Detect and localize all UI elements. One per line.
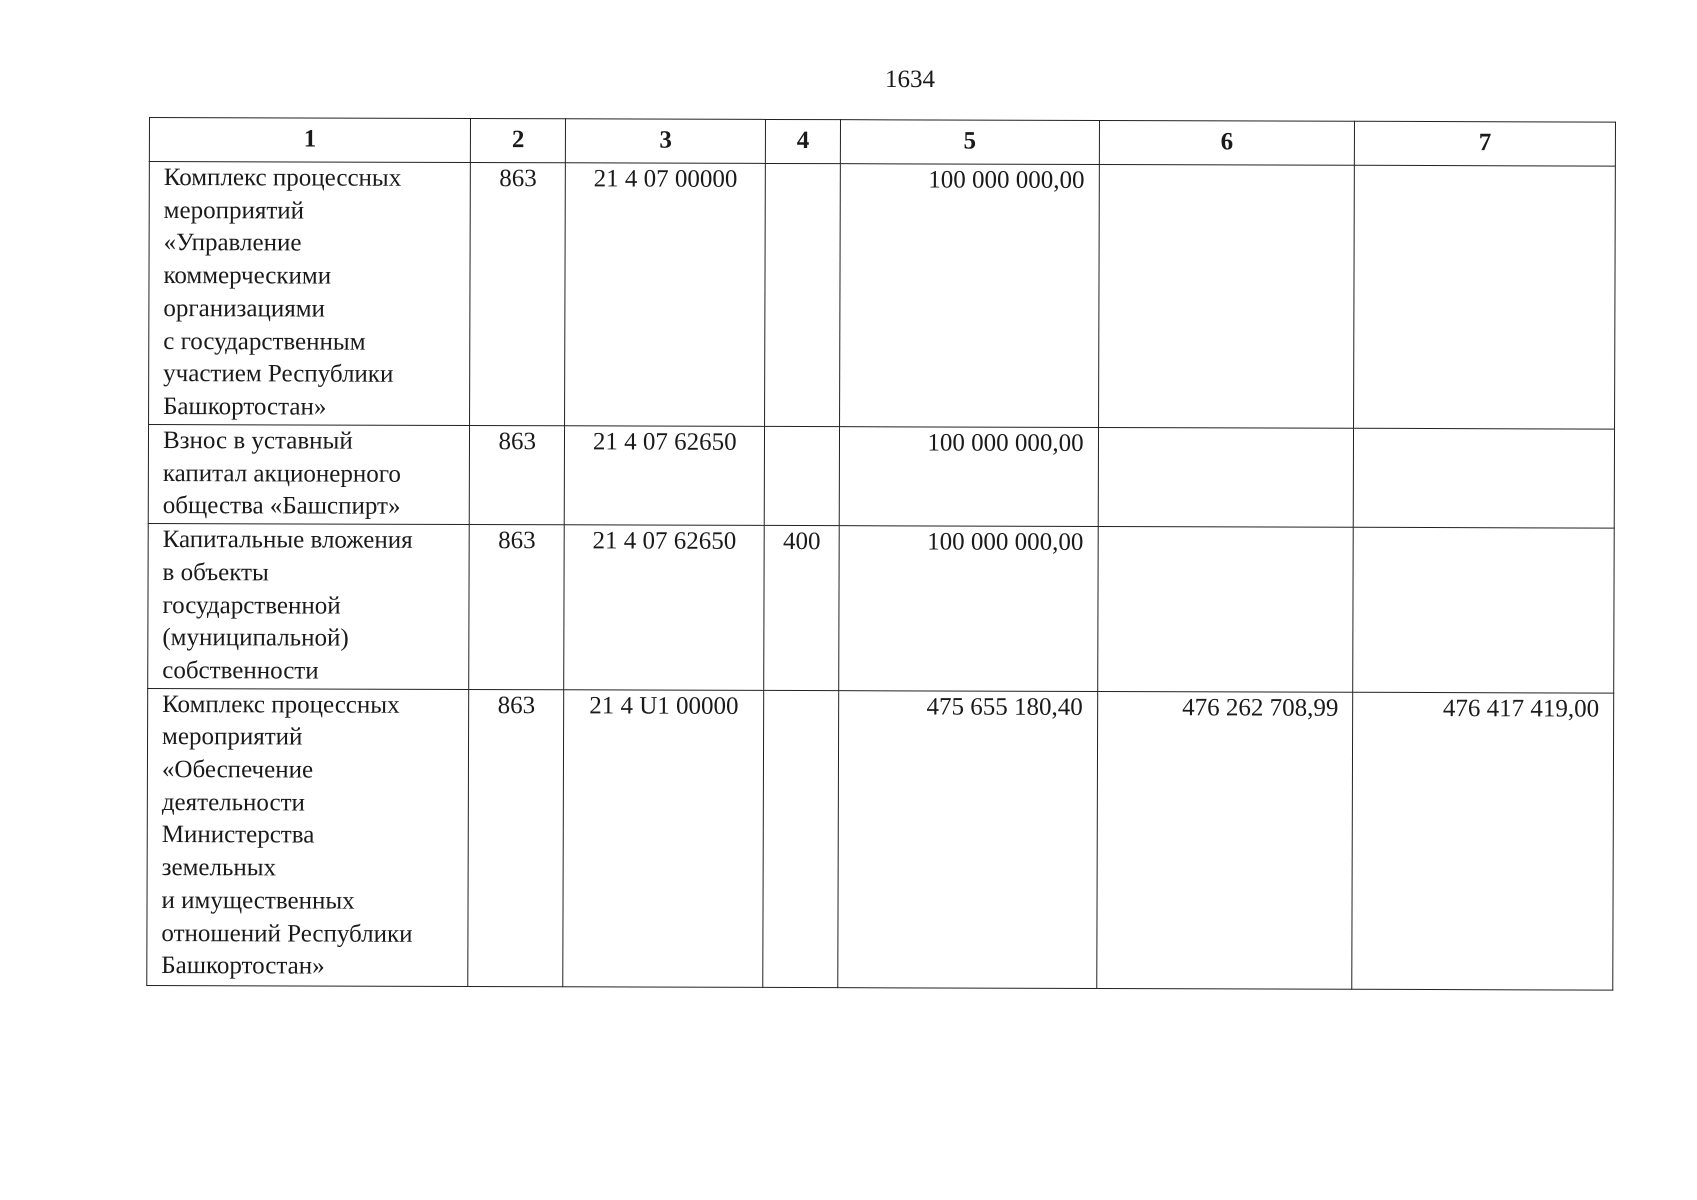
- table-row: [148, 425, 1614, 529]
- name-line: организациями: [163, 294, 325, 323]
- expense-type-cell: [763, 690, 839, 987]
- table-row: [149, 162, 1616, 430]
- amount-col5-cell: 475 655 180,40: [838, 690, 1098, 988]
- target-article-cell: 21 4 U1 00000: [563, 689, 764, 987]
- admin-code-cell: 863: [470, 426, 565, 525]
- name-line: Башкортостан»: [161, 952, 325, 980]
- expense-type-cell: [765, 426, 840, 525]
- header-cell-3: 3: [566, 119, 766, 164]
- header-cell-4: 4: [766, 119, 841, 163]
- name-line: общества «Башспирт»: [162, 492, 401, 521]
- header-cell-2: 2: [471, 119, 566, 163]
- amount-col5-cell: 100 000 000,00: [839, 526, 1098, 691]
- name-line: Капитальные вложения: [162, 526, 413, 554]
- header-row: [149, 118, 1615, 167]
- name-line: Взнос в уставный: [162, 427, 353, 455]
- name-line: мероприятий: [163, 196, 305, 225]
- name-line: «Управление: [163, 229, 302, 257]
- name-line: и имущественных: [161, 886, 355, 915]
- name-line: отношений Республики: [161, 919, 413, 948]
- amount-col6-cell: [1098, 427, 1354, 527]
- admin-code-cell: 863: [470, 163, 566, 426]
- admin-code-cell: 863: [469, 525, 564, 690]
- amount-col7-cell: [1353, 428, 1614, 528]
- name-line: собственности: [162, 656, 319, 685]
- admin-code-cell: 863: [468, 689, 564, 986]
- name-line: деятельности: [161, 788, 306, 817]
- row-name-cell: [149, 162, 471, 426]
- name-line: (муниципальной): [162, 624, 349, 652]
- amount-col6-cell: 476 262 708,99: [1096, 691, 1353, 989]
- name-line: с государственным: [163, 327, 366, 356]
- target-article-cell: 21 4 07 00000: [565, 163, 766, 427]
- header-cell-7: 7: [1355, 121, 1616, 166]
- target-article-cell: 21 4 07 62650: [564, 525, 765, 690]
- amount-col5-cell: 100 000 000,00: [839, 427, 1098, 527]
- row-name-cell: [148, 524, 470, 690]
- name-line: Башкортостан»: [163, 392, 327, 421]
- row-name-cell: [147, 688, 469, 986]
- page-number: 1634: [885, 66, 935, 93]
- amount-col7-cell: [1354, 165, 1616, 429]
- name-line: земельных: [161, 854, 277, 882]
- header-cell-5: 5: [840, 120, 1099, 165]
- name-line: коммерческими: [163, 262, 332, 290]
- name-line: капитал акционерного: [162, 459, 401, 488]
- amount-col7-cell: 476 417 419,00: [1352, 692, 1614, 990]
- table-row: [148, 524, 1615, 693]
- amount-col5-cell: 100 000 000,00: [840, 164, 1099, 428]
- amount-col6-cell: [1098, 164, 1354, 428]
- name-line: в объекты: [162, 558, 269, 587]
- name-line: Комплекс процессных: [162, 690, 400, 719]
- name-line: «Обеспечение: [161, 756, 314, 784]
- budget-table: [146, 117, 1616, 990]
- expense-type-cell: 400: [764, 526, 839, 691]
- name-line: государственной: [162, 591, 341, 620]
- name-line: мероприятий: [162, 723, 303, 751]
- name-line: Министерства: [161, 821, 315, 849]
- name-line: участием Республики: [163, 360, 394, 388]
- amount-col7-cell: [1353, 527, 1614, 692]
- target-article-cell: 21 4 07 62650: [564, 426, 764, 526]
- header-cell-1: 1: [149, 118, 470, 163]
- table-row: [147, 688, 1614, 990]
- expense-type-cell: [765, 163, 841, 426]
- name-line: Комплекс процессных: [163, 164, 402, 192]
- amount-col6-cell: [1097, 527, 1353, 692]
- row-name-cell: [148, 425, 470, 525]
- header-cell-6: 6: [1099, 120, 1355, 165]
